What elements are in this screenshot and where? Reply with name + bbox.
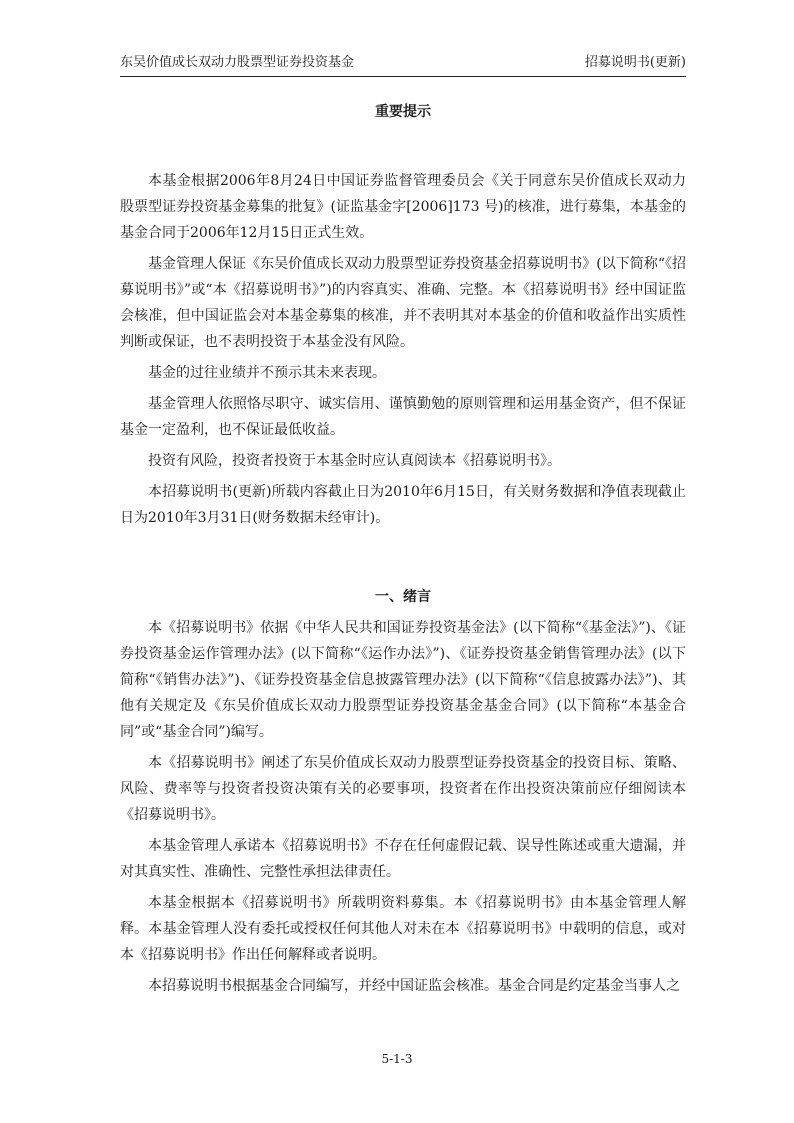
document-body bbox=[120, 98, 686, 1004]
notice-paragraph: 本招募说明书(更新)所载内容截止日为2010年6月15日，有关财务数据和净值表现截止日为2010年3月31日(财务数据未经审计)。 bbox=[120, 484, 686, 526]
page-number: 5-1-3 bbox=[381, 1052, 413, 1066]
notice-paragraph: 本基金根据2006年8月24日中国证券监督管理委员会《关于同意东吴价值成长双动力股票型证券投资基金募集的批复》(证监基金字[2006]173 号)的核准，进行募集，本基金的基金合同于2006年12月15日正式生效。 bbox=[120, 173, 686, 241]
notice-paragraph: 基金的过往业绩并不预示其未来表现。 bbox=[148, 365, 386, 381]
notice-paragraph: 基金管理人保证《东吴价值成长双动力股票型证券投资基金招募说明书》(以下简称“《招募说明书》”或“本《招募说明书》”)的内容真实、准确、完整。本《招募说明书》经中国证监会核准，但中国证监会对本基金募集的核准，并不表明其对本基金的价值和收益作出实质性判断或保证，也不表明投资于本基金没有风险。 bbox=[120, 256, 686, 350]
page-header bbox=[120, 54, 686, 77]
notice-section bbox=[120, 168, 686, 531]
introduction-section bbox=[120, 615, 686, 999]
introduction-paragraph: 本招募说明书根据基金合同编写，并经中国证监会核准。基金合同是约定基金当事人之 bbox=[148, 978, 680, 994]
notice-title: 重要提示 bbox=[375, 104, 431, 120]
notice-paragraph: 基金管理人依照恪尽职守、诚实信用、谨慎勤勉的原则管理和运用基金资产，但不保证基金一定盈利，也不保证最低收益。 bbox=[120, 396, 686, 438]
header-fund-name: 东吴价值成长双动力股票型证券投资基金 bbox=[120, 55, 355, 70]
introduction-paragraph: 本《招募说明书》依据《中华人民共和国证券投资基金法》(以下简称“《基金法》”)、《证券投资基金运作管理办法》(以下简称“《运作办法》”)、《证券投资基金销售管理办法》(以下简称“《销售办法》”)、《证券投资基金信息披露管理办法》(以下简称“《信息披露办法》”)、其他有关规定及《东吴价值成长双动力股票型证券投资基金基金合同》(以下简称“本基金合同”或“基金合同”)编写。 bbox=[120, 620, 686, 740]
section-title-introduction: 一、绪言 bbox=[375, 589, 431, 605]
notice-paragraph: 投资有风险，投资者投资于本基金时应认真阅读本《招募说明书》。 bbox=[148, 453, 561, 469]
introduction-paragraph: 本基金根据本《招募说明书》所载明资料募集。本《招募说明书》由本基金管理人解释。本基金管理人没有委托或授权任何其他人对未在本《招募说明书》中载明的信息，或对本《招募说明书》作出任何解释或者说明。 bbox=[120, 895, 686, 963]
introduction-paragraph: 本基金管理人承诺本《招募说明书》不存在任何虚假记载、误导性陈述或重大遗漏，并对其真实性、准确性、完整性承担法律责任。 bbox=[120, 838, 686, 880]
header-doc-type: 招募说明书(更新) bbox=[584, 55, 686, 70]
introduction-paragraph: 本《招募说明书》阐述了东吴价值成长双动力股票型证券投资基金的投资目标、策略、风险、费率等与投资者投资决策有关的必要事项，投资者在作出投资决策前应仔细阅读本《招募说明书》。 bbox=[120, 755, 686, 823]
